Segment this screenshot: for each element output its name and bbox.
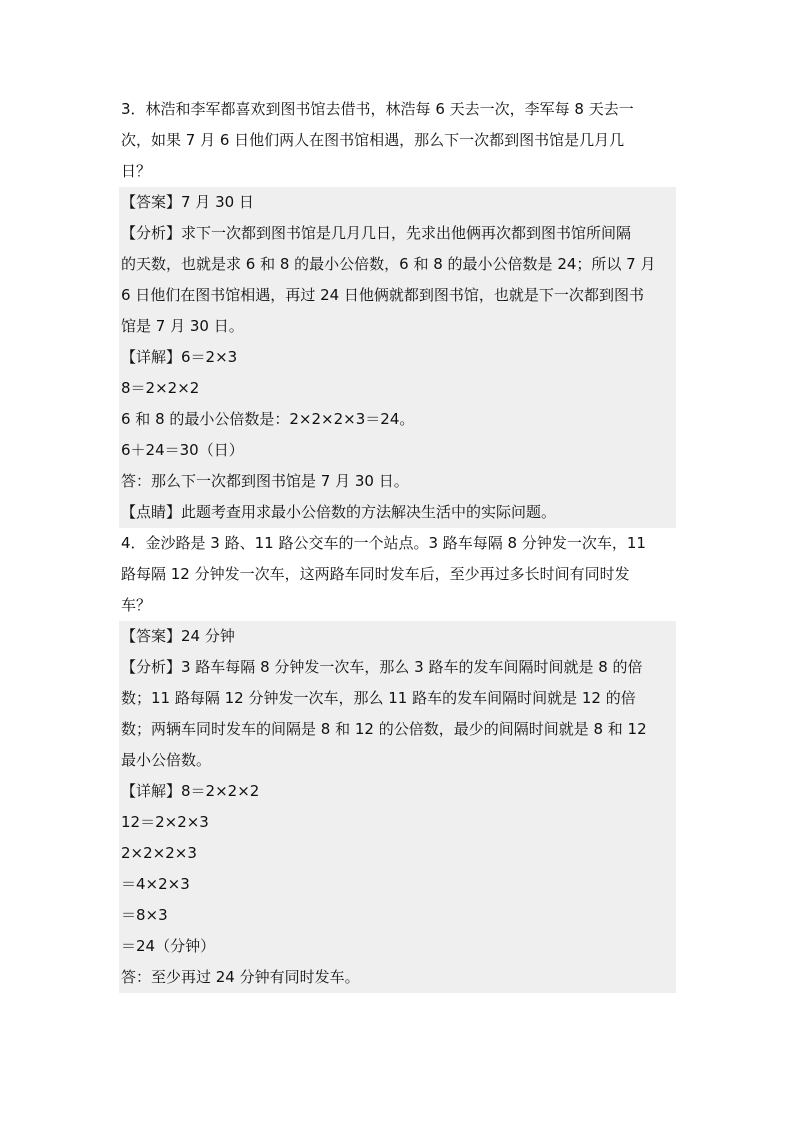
detail-3-line-5: 答：那么下一次都到图书馆是 7 月 30 日。 — [119, 466, 676, 497]
analysis-4-line-1: 【分析】3 路车每隔 8 分钟发一次车，那么 3 路车的发车间隔时间就是 8 的倍 — [119, 652, 676, 683]
detail-3-line-4: 6＋24＝30（日） — [119, 435, 676, 466]
question-4-line-2: 路每隔 12 分钟发一次车，这两路车同时发车后，至少再过多长时间有同时发 — [121, 565, 630, 583]
analysis-4-line-4: 最小公倍数。 — [119, 745, 676, 776]
question-3-line-1: 3．林浩和李军都喜欢到图书馆去借书，林浩每 6 天去一次，李军每 8 天去一 — [121, 100, 634, 118]
detail-4-line-7: 答：至少再过 24 分钟有同时发车。 — [119, 962, 676, 993]
detail-3-line-1: 【详解】6＝2×3 — [119, 342, 676, 373]
analysis-3-line-3: 6 日他们在图书馆相遇，再过 24 日他俩就都到图书馆，也就是下一次都到图书 — [119, 280, 676, 311]
detail-4-line-2: 12＝2×2×3 — [119, 807, 676, 838]
question-3-line-3: 日？ — [121, 162, 152, 180]
comment-3: 【点睛】此题考查用求最小公倍数的方法解决生活中的实际问题。 — [119, 497, 676, 528]
question-4-line-3: 车？ — [121, 596, 152, 614]
analysis-3-line-4: 馆是 7 月 30 日。 — [119, 311, 676, 342]
question-3 — [119, 94, 676, 528]
detail-4-line-6: ＝24（分钟） — [119, 931, 676, 962]
analysis-3-line-1: 【分析】求下一次都到图书馆是几月几日，先求出他俩再次都到图书馆所间隔 — [119, 218, 676, 249]
detail-3-line-3: 6 和 8 的最小公倍数是：2×2×2×3＝24。 — [119, 404, 676, 435]
question-4-line-1: 4．金沙路是 3 路、11 路公交车的一个站点。3 路车每隔 8 分钟发一次车，11 — [121, 534, 646, 552]
analysis-4-line-2: 数；11 路每隔 12 分钟发一次车，那么 11 路车的发车间隔时间就是 12 的倍 — [119, 683, 676, 714]
detail-4-line-5: ＝8×3 — [119, 900, 676, 931]
answer-4: 【答案】24 分钟 — [119, 621, 676, 652]
question-3-line-2: 次，如果 7 月 6 日他们两人在图书馆相遇，那么下一次都到图书馆是几月几 — [121, 131, 625, 149]
detail-4-line-3: 2×2×2×3 — [119, 838, 676, 869]
detail-3-line-2: 8＝2×2×2 — [119, 373, 676, 404]
answer-3: 【答案】7 月 30 日 — [119, 187, 676, 218]
question-4 — [119, 528, 676, 993]
analysis-3-line-2: 的天数，也就是求 6 和 8 的最小公倍数，6 和 8 的最小公倍数是 24；所以 7 月 — [119, 249, 676, 280]
detail-4-line-1: 【详解】8＝2×2×2 — [119, 776, 676, 807]
document-body — [119, 94, 676, 993]
analysis-4-line-3: 数；两辆车同时发车的间隔是 8 和 12 的公倍数，最少的间隔时间就是 8 和 12 — [119, 714, 676, 745]
detail-4-line-4: ＝4×2×3 — [119, 869, 676, 900]
